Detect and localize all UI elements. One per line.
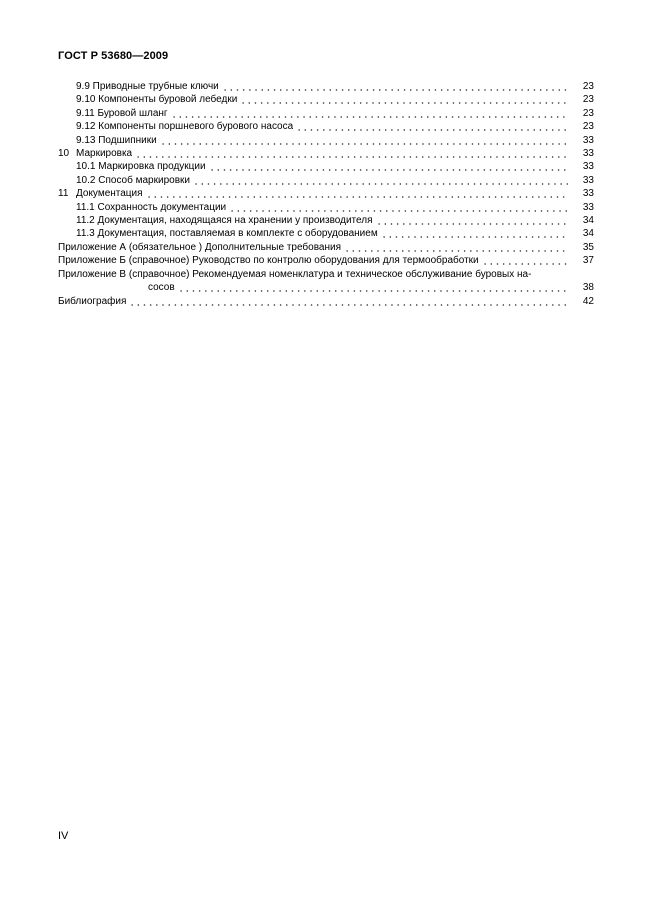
toc-entry	[58, 80, 594, 93]
toc-entry-title: Приложение Б (справочное) Руководство по контролю оборудования для термообработки	[58, 255, 479, 267]
toc-page-number: 34	[582, 215, 594, 227]
toc-entry-title: 10.2 Способ маркировки	[76, 174, 190, 186]
toc-entry	[58, 160, 594, 173]
page-number: IV	[58, 830, 69, 842]
toc-page-number: 23	[582, 81, 594, 92]
toc-page-number: 23	[582, 94, 594, 106]
toc-entry	[58, 134, 594, 147]
toc-entry-title: Документация	[76, 188, 143, 200]
toc-page-number: 33	[582, 201, 594, 213]
toc-leader-dots	[229, 201, 569, 214]
toc-entry	[58, 268, 594, 281]
toc-entry-title: Маркировка	[76, 148, 133, 160]
toc-entry	[58, 107, 594, 120]
toc-page-number: 33	[582, 188, 594, 200]
toc-entry	[58, 147, 594, 160]
toc-entry-title: 11.2 Документация, находящаяся на хранении у производителя	[76, 215, 373, 227]
toc-page-number: 33	[582, 174, 594, 186]
toc-entry	[58, 254, 594, 267]
toc-entry	[58, 187, 594, 200]
toc-entry-title: 11.3 Документация, поставляемая в комплекте с оборудованием	[76, 228, 378, 240]
toc-entry-title: Библиография	[58, 295, 127, 307]
toc-entry	[58, 120, 594, 133]
toc-page-number: 37	[582, 255, 594, 267]
toc-page-number: 34	[582, 228, 594, 240]
toc-page-number: 33	[582, 148, 594, 160]
toc-section-number: 10	[58, 148, 70, 160]
toc-page-number: 33	[582, 161, 594, 173]
toc-entry	[58, 93, 594, 106]
toc-leader-dots	[160, 134, 569, 147]
toc-entry-title: 9.9 Приводные трубные ключи	[76, 81, 219, 92]
toc-leader-dots	[376, 214, 570, 227]
toc-leader-dots	[135, 147, 569, 160]
table-of-contents	[58, 80, 594, 308]
document-header: ГОСТ Р 53680—2009	[58, 50, 169, 62]
toc-entry	[58, 227, 594, 240]
toc-entry-title: Приложение А (обязательное ) Дополнительные требования	[58, 241, 341, 253]
toc-leader-dots	[171, 107, 569, 120]
toc-entry	[58, 295, 594, 308]
toc-leader-dots	[296, 120, 569, 133]
toc-leader-dots	[209, 160, 569, 173]
toc-entry	[58, 201, 594, 214]
toc-page-number: 33	[582, 134, 594, 146]
toc-page-number: 35	[582, 241, 594, 253]
toc-leader-dots	[129, 295, 569, 308]
toc-leader-dots	[146, 187, 569, 200]
toc-leader-dots	[178, 281, 569, 294]
toc-leader-dots	[381, 227, 569, 240]
toc-page-number: 23	[582, 121, 594, 133]
toc-entry	[58, 241, 594, 254]
toc-entry-title: 9.13 Подшипники	[76, 134, 157, 146]
toc-page-number: 23	[582, 107, 594, 119]
toc-entry	[58, 281, 594, 294]
toc-leader-dots	[344, 241, 569, 254]
toc-leader-dots	[193, 174, 569, 187]
toc-entry-title: 9.12 Компоненты поршневого бурового насоса	[76, 121, 294, 133]
toc-page-number: 38	[582, 282, 594, 294]
toc-entry-title: 10.1 Маркировка продукции	[76, 161, 206, 173]
toc-entry-title: сосов	[148, 282, 175, 294]
toc-entry	[58, 174, 594, 187]
toc-entry-title: 9.11 Буровой шланг	[76, 107, 168, 119]
toc-page-number: 42	[582, 295, 594, 307]
toc-entry-title: Приложение В (справочное) Рекомендуемая номенклатура и техническое обслуживание буровых на-	[58, 268, 532, 280]
toc-entry-title: 9.10 Компоненты буровой лебедки	[76, 94, 238, 106]
toc-leader-dots	[222, 80, 569, 93]
toc-entry-title: 11.1 Сохранность документации	[76, 201, 227, 213]
toc-section-number: 11	[58, 188, 69, 200]
toc-entry	[58, 214, 594, 227]
toc-leader-dots	[240, 93, 569, 106]
toc-leader-dots	[482, 254, 569, 267]
